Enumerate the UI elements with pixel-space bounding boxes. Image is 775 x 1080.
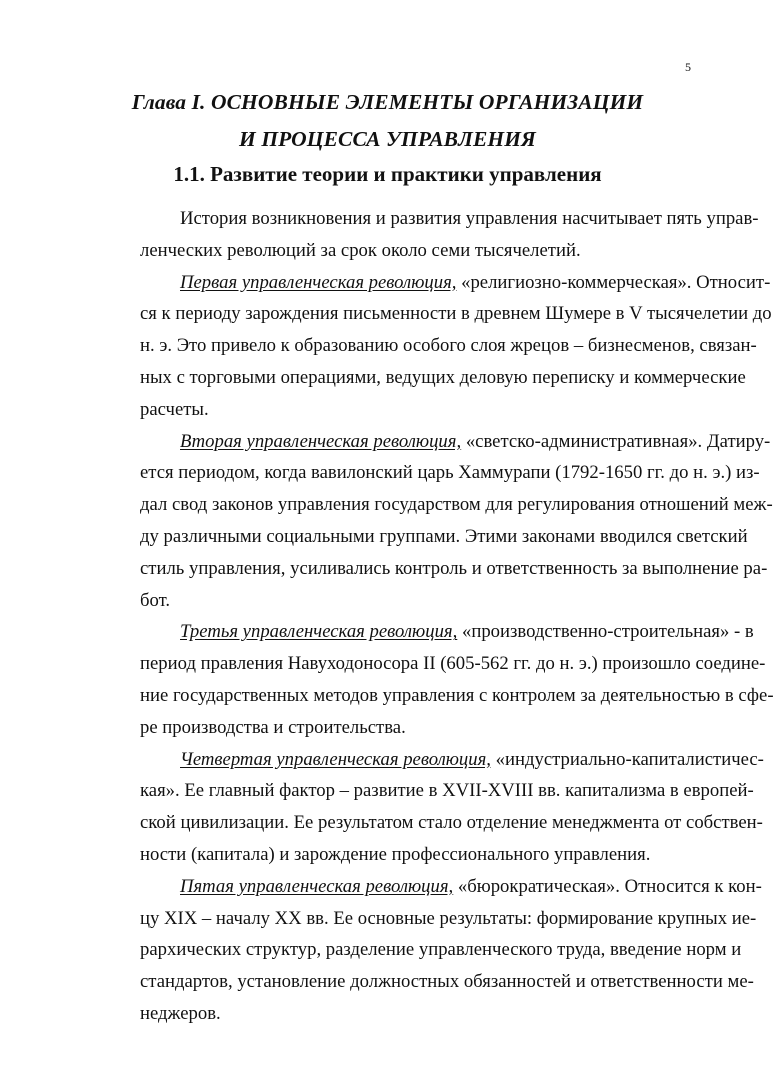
chapter-title-line-2: И ПРОЦЕССА УПРАВЛЕНИЯ (239, 127, 536, 151)
paragraph-lead: Первая управленческая революция, (180, 271, 457, 293)
chapter-title (0, 84, 775, 158)
text-line: бот. (140, 589, 171, 611)
text-line: неджеров. (140, 1002, 221, 1024)
text-line-rest: «производственно-строительная» - в (457, 621, 754, 643)
document-body (100, 203, 774, 1030)
text-line: стандартов, установление должностных обязанностей и ответственности ме- (140, 971, 754, 993)
text-line: стиль управления, усиливались контроль и ответственность за выполнение ра- (140, 557, 768, 579)
text-line: рархических структур, разделение управленческого труда, введение норм и (140, 939, 742, 961)
text-line (100, 267, 771, 299)
text-line: История возникновения и развития управления насчитывает пять управ- (180, 208, 759, 229)
text-line: ных с торговыми операциями, ведущих деловую переписку и коммерческие (140, 366, 746, 388)
text-line: период правления Навуходоносора II (605-562 гг. до н. э.) произошло соедине- (140, 653, 766, 675)
text-line: ду различными социальными группами. Этими законами вводился светский (140, 525, 748, 547)
paragraph-intro (100, 203, 759, 267)
text-line: кая». Ее главный фактор – развитие в XVII-XVIII вв. капитализма в европей- (140, 780, 754, 802)
text-line-rest: «индустриально-капиталистичес- (490, 748, 764, 770)
text-line: дал свод законов управления государством для регулирования отношений меж- (140, 494, 773, 516)
text-line-rest: «светско-административная». Датиру- (461, 430, 771, 452)
paragraph-lead: Вторая управленческая революция, (180, 430, 462, 452)
text-line: ся к периоду зарождения письменности в древнем Шумере в V тысячелетии до (140, 303, 772, 325)
paragraph-fourth-revolution (100, 744, 764, 871)
paragraph-second-revolution (100, 426, 773, 617)
paragraph-first-revolution (100, 267, 772, 426)
text-line: н. э. Это привело к образованию особого слоя жрецов – бизнесменов, связан- (140, 335, 757, 357)
chapter-title-line-1: Глава I. ОСНОВНЫЕ ЭЛЕМЕНТЫ ОРГАНИЗАЦИИ (131, 90, 644, 114)
text-line (100, 616, 754, 648)
text-line-rest: «бюрократическая». Относится к кон- (453, 875, 762, 897)
text-line: ется периодом, когда вавилонский царь Хаммурапи (1792-1650 гг. до н. э.) из- (140, 462, 760, 484)
section-title: 1.1. Развитие теории и практики управления (173, 162, 602, 186)
text-line: расчеты. (140, 398, 209, 420)
text-line (100, 871, 762, 903)
paragraph-lead: Четвертая управленческая революция, (180, 748, 491, 770)
text-line (100, 426, 771, 458)
text-line (100, 744, 764, 776)
text-line-rest: «религиозно-коммерческая». Относит- (456, 271, 771, 293)
paragraph-fifth-revolution (100, 871, 762, 1030)
text-line: ской цивилизации. Ее результатом стало отделение менеджмента от собствен- (140, 812, 763, 834)
text-line: ленческих революций за срок около семи тысячелетий. (140, 239, 581, 261)
text-line: ре производства и строительства. (140, 716, 406, 738)
text-line: ности (капитала) и зарождение профессионального управления. (140, 843, 651, 865)
text-line: цу XIX – началу XX вв. Ее основные результаты: формирование крупных ие- (140, 907, 757, 929)
paragraph-lead: Третья управленческая революция, (180, 621, 458, 643)
page-number: 5 (685, 60, 691, 74)
text-line: ние государственных методов управления с контролем за деятельностью в сфе- (140, 684, 774, 706)
paragraph-lead: Пятая управленческая революция, (180, 875, 454, 897)
paragraph-third-revolution (100, 616, 774, 743)
